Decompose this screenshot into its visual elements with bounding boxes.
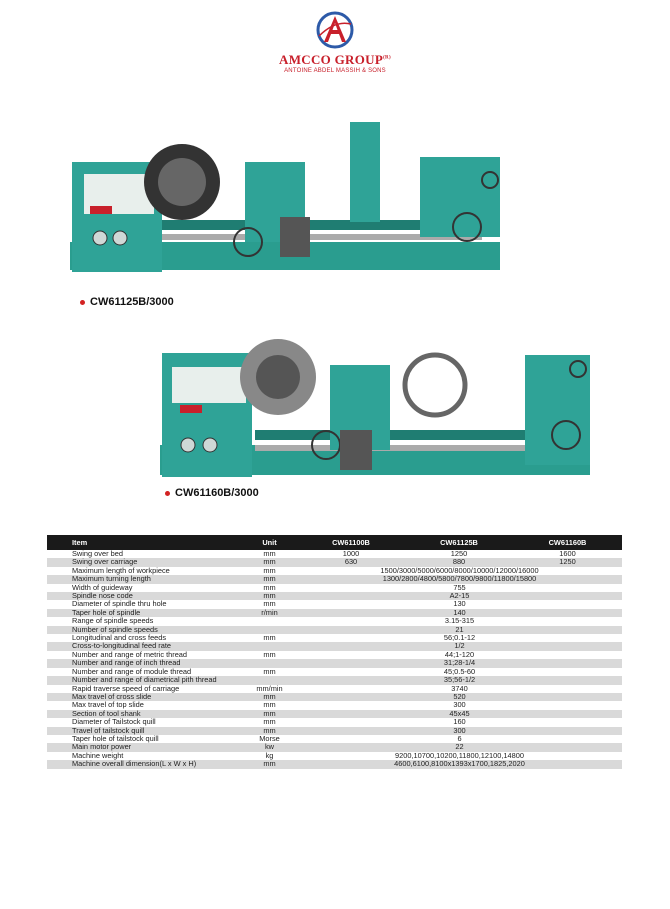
spec-item-label: Number and range of inch thread — [47, 659, 242, 667]
spec-item-label: Max travel of top slide — [72, 701, 144, 710]
spec-unit: kg — [265, 751, 274, 760]
spec-value: 31;28-1/4 — [297, 659, 622, 667]
bullet-icon — [165, 491, 170, 496]
spec-item-label: Number and range of diametrical pith thread — [47, 676, 242, 684]
spec-item-label: Diameter of spindle thru hole — [72, 600, 167, 609]
spec-value: 1600 — [559, 550, 576, 558]
machine-caption-1: CW61125B/3000 — [80, 296, 174, 308]
spec-value: 6 — [457, 734, 462, 743]
spec-unit — [242, 642, 297, 650]
lathe-machine-image-2 — [160, 335, 590, 481]
spec-unit: Morse — [259, 734, 280, 743]
spec-value: 520 — [297, 693, 622, 701]
table-row — [47, 693, 622, 701]
table-row — [47, 617, 622, 625]
table-row — [47, 592, 622, 600]
amcco-emblem-icon — [315, 10, 355, 50]
spec-value: 35;56-1/2 — [297, 676, 622, 684]
brand-logo — [270, 10, 400, 74]
table-row — [47, 727, 622, 735]
spec-item-label: Cross-to-longitudinal feed rate — [47, 642, 242, 650]
spec-unit: mm — [242, 710, 297, 718]
spec-value: 755 — [453, 583, 466, 592]
spec-unit: mm — [263, 701, 276, 710]
table-row — [47, 651, 622, 659]
table-row — [47, 575, 622, 583]
table-row — [47, 659, 622, 667]
spec-unit — [242, 659, 297, 667]
spec-unit: mm — [242, 760, 297, 768]
spec-unit: mm — [242, 693, 297, 701]
spec-unit: mm — [242, 575, 297, 583]
table-row — [47, 752, 622, 760]
table-row — [47, 710, 622, 718]
table-row — [47, 735, 622, 743]
header-model-2: CW61125B — [405, 535, 513, 550]
spec-unit: mm/min — [256, 684, 283, 693]
spec-value: 880 — [405, 558, 513, 566]
spec-value: 45;0.5-60 — [443, 667, 476, 676]
spec-item-label: Max travel of cross slide — [47, 693, 242, 701]
spec-unit: kw — [242, 743, 297, 751]
spec-unit: mm — [263, 667, 276, 676]
table-row — [47, 760, 622, 768]
spec-value: 45x45 — [297, 710, 622, 718]
spec-value: 300 — [453, 701, 466, 710]
spec-value: 56;0.1-12 — [443, 634, 476, 643]
header-unit: Unit — [242, 535, 297, 550]
table-row — [47, 584, 622, 592]
spec-item-label: Width of guideway — [72, 583, 133, 592]
spec-item-label: Taper hole of tailstock quill — [72, 734, 159, 743]
spec-value: 1/2 — [297, 642, 622, 650]
spec-item-label: Diameter of Tailstock quill — [72, 718, 156, 727]
brand-name: AMCCO $GROUP^{(R)}$ — [279, 52, 391, 67]
spec-item-label: Number and range of module thread — [72, 667, 192, 676]
lathe-machine-image-1 — [70, 122, 500, 278]
spec-unit: mm — [242, 592, 297, 600]
spec-value: 1250 — [513, 558, 622, 566]
table-row — [47, 609, 622, 617]
header-item: Item — [47, 535, 242, 550]
spec-value: 44;1-120 — [444, 650, 475, 659]
spec-unit: mm — [263, 550, 276, 558]
spec-unit — [242, 626, 297, 634]
spec-item-label: Number and range of metric thread — [72, 650, 188, 659]
header-model-1: CW61100B — [297, 535, 405, 550]
bullet-icon — [80, 300, 85, 305]
spec-unit: mm — [242, 727, 297, 735]
spec-value: 1250 — [450, 550, 468, 558]
spec-item-label: Section of tool shank — [47, 710, 242, 718]
spec-value: 1500/3000/5000/6000/8000/10000/12000/16000 — [380, 566, 539, 575]
table-row — [47, 567, 622, 575]
spec-unit: r/min — [242, 609, 297, 617]
spec-value: 3740 — [451, 684, 468, 693]
spec-value: 22 — [297, 743, 622, 751]
spec-item-label: Swing over carriage — [47, 558, 242, 566]
spec-unit: mm — [263, 566, 276, 575]
table-row — [47, 626, 622, 634]
table-row — [47, 668, 622, 676]
spec-value: 130 — [453, 600, 466, 609]
spec-value: 140 — [297, 609, 622, 617]
table-row — [47, 701, 622, 709]
spec-value: 300 — [297, 727, 622, 735]
table-row — [47, 558, 622, 566]
machine-caption-2: CW61160B/3000 — [165, 487, 259, 499]
spec-item-label: Maximum length of workpiece — [72, 566, 170, 575]
spec-item-label: Maximum turning length — [47, 575, 242, 583]
spec-unit — [242, 617, 297, 625]
spec-value: 21 — [297, 626, 622, 634]
spec-unit — [242, 676, 297, 684]
table-row — [47, 634, 622, 642]
spec-value: 9200,10700,10200,11800,12100,14800 — [395, 751, 524, 760]
spec-item-label: Machine overall dimension(L x W x H) — [47, 760, 242, 768]
spec-value: 1000 — [342, 550, 360, 558]
header-model-3: CW61160B — [513, 535, 622, 550]
table-row — [47, 676, 622, 684]
spec-item-label: Rapid traverse speed of carriage — [72, 684, 180, 693]
table-row — [47, 685, 622, 693]
spec-item-label: Spindle nose code — [47, 592, 242, 600]
table-row — [47, 550, 622, 558]
table-row — [47, 642, 622, 650]
table-row — [47, 743, 622, 751]
table-row — [47, 600, 622, 608]
spec-value: 160 — [453, 718, 466, 727]
spec-value: 1300/2800/4800/5800/7800/9800/11800/15800 — [297, 575, 622, 583]
spec-unit: mm — [263, 583, 276, 592]
spec-unit: mm — [263, 650, 276, 659]
spec-unit: mm — [242, 558, 297, 566]
spec-unit: mm — [263, 600, 276, 609]
spec-item-label: Taper hole of spindle — [47, 609, 242, 617]
spec-value: 630 — [297, 558, 405, 566]
spec-unit: mm — [263, 634, 276, 643]
spec-value: A2-15 — [297, 592, 622, 600]
spec-item-label: Range of spindle speeds — [72, 617, 154, 626]
spec-item-label: Swing over bed — [72, 550, 123, 558]
spec-item-label: Number of spindle speeds — [47, 626, 242, 634]
spec-table-header — [47, 535, 622, 550]
spec-value: 3.15-315 — [444, 617, 475, 626]
spec-item-label: Longitudinal and cross feeds — [72, 634, 167, 643]
spec-unit: mm — [263, 718, 276, 727]
brand-subtitle: ANTOINE ABDEL MASSIH & SONS — [284, 68, 386, 74]
spec-item-label: Machine weight — [72, 751, 124, 760]
spec-item-label: Travel of tailstock quill — [47, 727, 242, 735]
spec-value: 4600,6100,8100x1393x1700,1825,2020 — [297, 760, 622, 768]
table-row — [47, 718, 622, 726]
spec-item-label: Main motor power — [47, 743, 242, 751]
spec-table — [47, 535, 622, 769]
